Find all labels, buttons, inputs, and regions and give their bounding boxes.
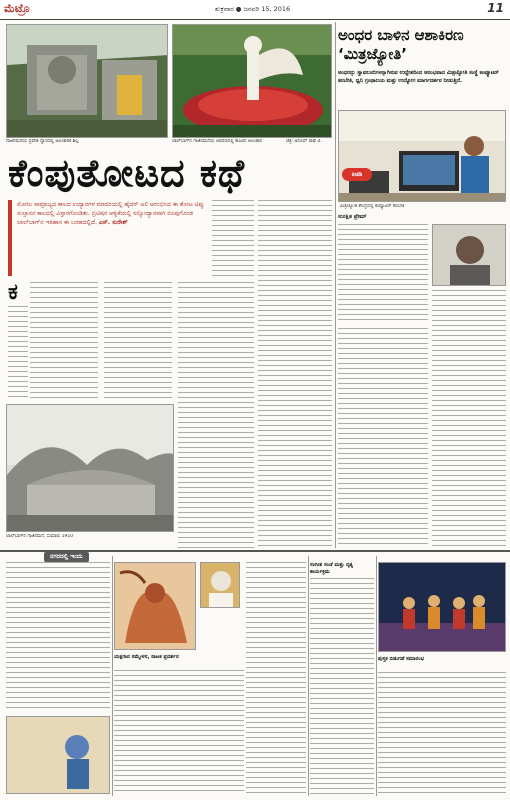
right-story-column-1-lower	[338, 328, 428, 548]
photo-caption-left: ಗಾಜಿನಮನೆಯ ಪ್ರವೇಶ ದ್ವಾರದಲ್ಲಿ ಅಲಂಕಾರಿಕ ಶಿಲ್ಪ	[6, 139, 79, 144]
bottom-column-5	[378, 672, 506, 794]
masthead-brand: ಮೆಟ್ರೊ	[4, 2, 31, 15]
photo-portrait-elder	[200, 562, 240, 608]
photo-portrait	[432, 224, 506, 286]
right-story-column-2	[432, 290, 506, 548]
bottom-headline-1: ಯಕ್ಷಗಾನ ಸಮ್ಮೇಳನ, ನಾಟಕ ಪ್ರದರ್ಶನ	[114, 654, 179, 660]
right-story-column-1	[338, 224, 428, 324]
main-story-intro-text: ಮೊಗಲ ಸಾಮ್ರಾಜ್ಯದ ಕಾಲದ ಉದ್ಯಾನಗಳ ಮಾದರಿಯಲ್ಲಿ ಹೈದರ್ ಅಲಿ ಆರಂಭಿಸಿದ ಈ ತೋಟ ಟಿಪ್ಪು ಸುಲ್ತಾನನ ಕಾಲದಲ್ಲಿ ವಿಸ್ತಾರಗೊಂಡಿತು. ಬ್ರಿಟಿಷರ ಆಳ್ವಿಕೆಯಲ್ಲಿ ಸಸ್ಯೋದ್ಯಾನವಾಗಿ ರೂಪುಗೊಂಡ ಲಾಲ್‌ಬಾಗ್‌ನ ಇತಿಹಾಸ ಈ ಬರಹದಲ್ಲಿದೆ.	[17, 201, 204, 226]
photo-mural	[114, 562, 196, 650]
bottom-divider-1	[112, 556, 113, 796]
photo-computer-training	[338, 110, 506, 202]
photo-bottom-small	[6, 716, 110, 794]
main-story-column-4	[258, 200, 332, 550]
bottom-column-3	[246, 562, 306, 794]
main-story-dropcap: ಕ	[8, 280, 18, 305]
bottom-column-2	[114, 670, 244, 794]
main-headline: ಕೆಂಪುತೋಟದ ಕಥೆ	[8, 151, 245, 195]
main-story-column-1	[30, 282, 98, 400]
photo-old-glasshouse	[6, 404, 174, 532]
right-story-byline: ಸುರಕ್ಷಿತ ಪ್ರೇಮ್	[338, 214, 367, 220]
main-story-intro	[8, 200, 204, 276]
photo-credit-middle: ಚಿತ್ರ: ಅನೂಪ್ ರಾಘ ಟಿ.	[286, 139, 322, 144]
main-story-column-1b	[8, 306, 28, 400]
main-story-column-2-upper	[212, 200, 254, 276]
masthead	[0, 0, 510, 20]
photo-flower-display	[172, 24, 332, 138]
right-story-headline: ಅಂಧರ ಬಾಳಿನ ಆಶಾಕಿರಣ ‘ಮಿತ್ರಜ್ಯೋತಿ’	[338, 26, 464, 63]
main-story-column-2	[104, 282, 172, 400]
page-number: 11	[487, 1, 504, 15]
bottom-divider-2	[308, 556, 309, 796]
photo-glasshouse-sculpture	[6, 24, 168, 138]
photo-dance-performance	[378, 562, 506, 652]
right-photo-caption: ಮಿತ್ರಜ್ಯೋತಿ ಕೇಂದ್ರದಲ್ಲಿ ಕಂಪ್ಯೂಟರ್ ತರಬೇತಿ	[340, 204, 405, 209]
right-story-intro: ಅಂಧರನ್ನು ಸ್ವಾವಲಂಬಿಗಳನ್ನಾಗಿಸುವ ಉದ್ದೇಶದಿಂದ ಆರಂಭವಾದ ಮಿತ್ರಜ್ಯೋತಿ ಸಂಸ್ಥೆ ಕಂಪ್ಯೂಟರ್ ತರಬೇತಿ, ಧ್ವನಿ ಗ್ರಂಥಾಲಯ ಮತ್ತು ಉದ್ಯೋಗ ಮಾರ್ಗದರ್ಶನ ನೀಡುತ್ತಿದೆ.	[338, 70, 499, 84]
bottom-column-4	[310, 578, 374, 794]
masthead-dateline: ಶುಕ್ರವಾರ ● ಜನವರಿ 15, 2016	[215, 5, 291, 13]
main-story-column-3	[178, 282, 254, 550]
main-story-column-lower	[6, 545, 174, 548]
photo-caption-old-glasshouse: ಲಾಲ್‌ಬಾಗ್‌ನ ಗಾಜಿನಮನೆ, ಸುಮಾರು 1910	[6, 534, 74, 539]
column-divider	[335, 22, 336, 548]
photo-caption-middle: ಲಾಲ್‌ಬಾಗ್‌ನ ಗಾಜಿನಮನೆಯ ಆವರಣದಲ್ಲಿ ಹೂವಿನ ಅಲಂಕಾರ	[172, 139, 262, 144]
section-badge: ಕಿಚಡಿ	[342, 168, 372, 181]
bottom-column-1	[6, 562, 110, 712]
bottom-divider-3	[376, 556, 377, 796]
bottom-headline-2: ಸಂಗೀತ ಸಂಜೆ ಮತ್ತು ನೃತ್ಯ ಕಾರ್ಯಕ್ರಮ	[310, 562, 354, 575]
bottom-headline-3: ಪುಸ್ತಕ ಬಿಡುಗಡೆ ಸಮಾರಂಭ	[378, 656, 425, 662]
bottom-band-title: ನಗರದಲ್ಲಿ ಇಂದು	[44, 552, 89, 562]
main-story-author: ಎಸ್. ಸುರೇಶ್	[98, 219, 128, 226]
